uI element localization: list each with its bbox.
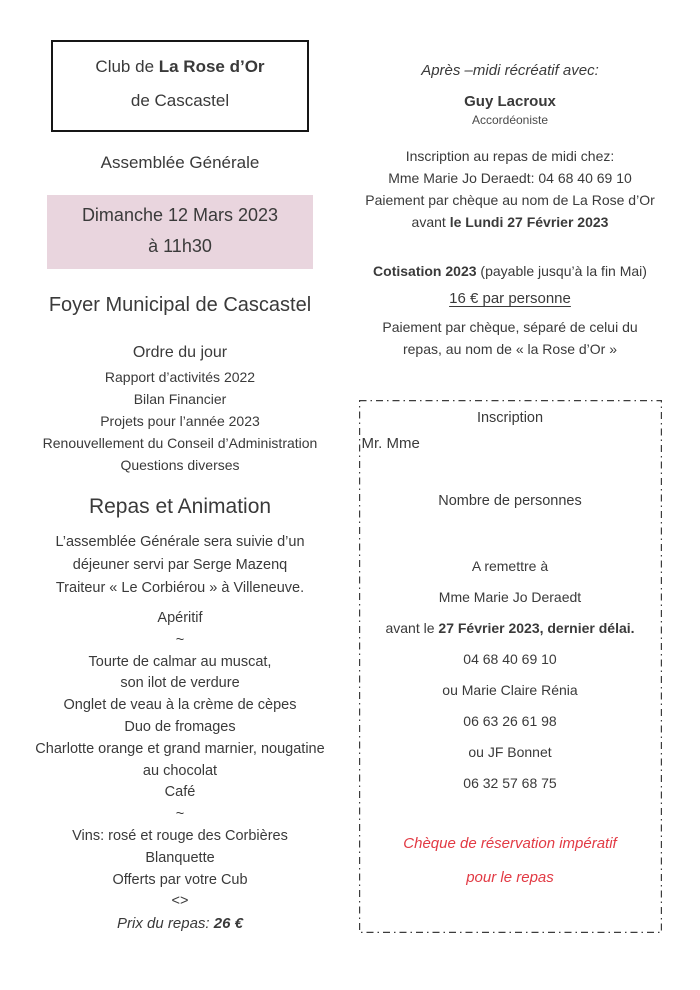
meal-intro-line: L’assemblée Générale sera suivie d’un [55, 534, 305, 550]
artist-role: Accordéoniste [471, 113, 549, 127]
membership-payment-line: Paiement par chèque, séparé de celui du [382, 319, 638, 335]
remit-deadline-prefix: avant le [385, 620, 439, 636]
contact-name: ou Marie Claire Rénia [442, 682, 578, 698]
menu-line: Vins: rosé et rouge des Corbières [72, 827, 288, 844]
agenda-item: Questions diverses [120, 457, 240, 473]
registration-deadline [352, 211, 668, 233]
agenda-item: Projets pour l’année 2023 [100, 413, 260, 429]
remit-deadline-date: 27 Février 2023, dernier délai. [438, 620, 635, 636]
contact-phone: 04 68 40 69 10 [463, 651, 557, 667]
right-column [352, 0, 668, 933]
membership-payment [352, 316, 668, 360]
membership-fee-price: 16 € par personne [449, 290, 571, 307]
left-column [14, 0, 346, 932]
menu-line: Onglet de veau à la crème de cèpes [63, 697, 297, 714]
meal-price-label: Prix du repas: [117, 915, 214, 933]
reservation-warning-line: pour le repas [466, 869, 554, 886]
reservation-warning-line: Chèque de réservation impératif [403, 835, 617, 852]
membership-fee-label: Cotisation 2023 [373, 263, 477, 279]
menu-line: son ilot de verdure [120, 675, 240, 692]
meal-price [14, 915, 346, 932]
menu-line: Charlotte orange et grand marnier, nougatine [35, 740, 325, 757]
contact-phone: 06 32 57 68 75 [463, 775, 557, 791]
deadline-prefix: avant [411, 214, 450, 230]
club-title-box [51, 40, 309, 132]
menu-line: Café [164, 784, 196, 801]
artist-name: Guy Lacroux [464, 93, 556, 110]
menu-line: ~ [175, 806, 185, 823]
event-date: Dimanche 12 Mars 2023 [81, 205, 279, 225]
agenda-title: Ordre du jour [132, 344, 228, 361]
form-title: Inscription [476, 410, 544, 426]
meal-price-value: 26 € [213, 915, 243, 933]
registration-line: Inscription au repas de midi chez: [405, 148, 615, 164]
membership-fee-line [352, 263, 668, 279]
agenda-item: Renouvellement du Conseil d’Administration [42, 435, 318, 451]
event-time: à 11h30 [148, 236, 212, 256]
afternoon-header: Après –midi récréatif avec: [421, 62, 599, 79]
membership-payment-line: repas, au nom de « la Rose d’Or » [402, 341, 617, 357]
menu-list [14, 608, 346, 913]
registration-line: Paiement par chèque au nom de La Rose d’Or [365, 192, 655, 208]
contact-name: ou JF Bonnet [468, 744, 552, 760]
membership-fee-terms: (payable jusqu’à la fin Mai) [476, 263, 647, 279]
form-people-field[interactable]: Nombre de personnes [438, 493, 582, 509]
menu-line: Apéritif [157, 610, 203, 626]
registration-info [352, 145, 668, 233]
remit-line: A remettre à [471, 558, 549, 574]
club-title-prefix: Club de [95, 57, 159, 76]
menu-line: au chocolat [142, 762, 218, 779]
meal-intro-line: Traiteur « Le Corbiérou » à Villeneuve. [55, 580, 305, 596]
dash-dot-border [359, 400, 662, 933]
agenda-item: Rapport d’activités 2022 [104, 369, 256, 385]
deadline-date: le Lundi 27 Février 2023 [449, 214, 609, 230]
registration-form-box [359, 400, 662, 933]
menu-line: Duo de fromages [124, 718, 236, 735]
club-name: La Rose d’Or [158, 57, 265, 76]
menu-line: ~ [175, 631, 185, 648]
form-name-field[interactable]: Mr. Mme [361, 435, 420, 452]
club-title-line1 [53, 50, 307, 84]
venue-title: Foyer Municipal de Cascastel [48, 294, 312, 316]
club-title-line2: de Cascastel [130, 91, 230, 110]
agenda-list [14, 366, 346, 476]
registration-line: Mme Marie Jo Deraedt: 04 68 40 69 10 [388, 170, 632, 186]
meal-intro-line: déjeuner servi par Serge Mazenq [72, 557, 288, 573]
menu-line: <> [171, 893, 189, 910]
date-highlight-box [47, 195, 313, 269]
agenda-item: Bilan Financier [133, 391, 227, 407]
menu-line: Offerts par votre Cub [112, 871, 248, 888]
menu-line: Tourte de calmar au muscat, [88, 653, 272, 670]
menu-line: Blanquette [145, 849, 215, 866]
meal-section-title: Repas et Animation [88, 495, 272, 518]
meal-intro [14, 531, 346, 600]
assembly-title: Assemblée Générale [100, 153, 260, 172]
remit-recipient: Mme Marie Jo Deraedt [438, 589, 582, 605]
contact-phone: 06 63 26 61 98 [463, 713, 557, 729]
